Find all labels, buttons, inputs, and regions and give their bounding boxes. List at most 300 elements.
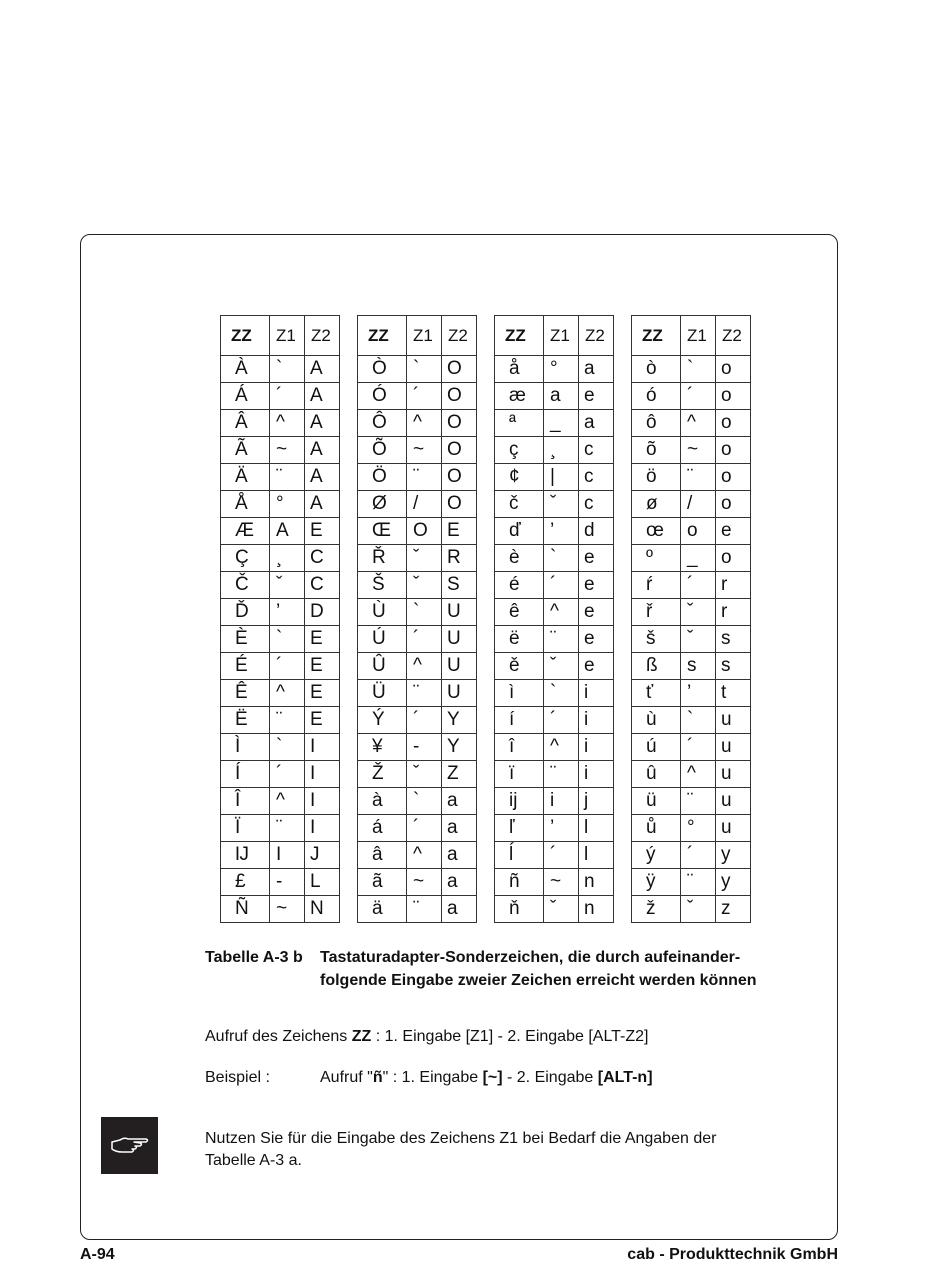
z1-cell: I xyxy=(270,842,305,869)
zz-cell: Û xyxy=(358,653,407,680)
zz-cell: Ø xyxy=(358,491,407,518)
table-row xyxy=(221,896,340,923)
z2-cell: o xyxy=(716,464,751,491)
column-header-zz: ZZ xyxy=(495,316,544,356)
table-row xyxy=(495,572,614,599)
zz-cell: Ì xyxy=(221,734,270,761)
z1-cell: ^ xyxy=(681,410,716,437)
z2-cell: A xyxy=(305,383,340,410)
z2-cell: U xyxy=(442,653,477,680)
z1-cell: ^ xyxy=(407,842,442,869)
column-header-zz: ZZ xyxy=(632,316,681,356)
column-header-z2: Z2 xyxy=(442,316,477,356)
zz-cell: Ö xyxy=(358,464,407,491)
z1-cell: ` xyxy=(270,626,305,653)
z2-cell: e xyxy=(579,545,614,572)
table-row xyxy=(358,788,477,815)
z2-cell: y xyxy=(716,869,751,896)
table-row xyxy=(358,653,477,680)
zz-cell: ř xyxy=(632,599,681,626)
z2-cell: o xyxy=(716,491,751,518)
z2-cell: A xyxy=(305,464,340,491)
z2-cell: s xyxy=(716,653,751,680)
column-header-z1: Z1 xyxy=(270,316,305,356)
call-zz: ZZ xyxy=(351,1028,372,1045)
table-row xyxy=(632,680,751,707)
z1-cell: ’ xyxy=(681,680,716,707)
table-row xyxy=(221,356,340,383)
zz-cell: Ú xyxy=(358,626,407,653)
z2-cell: Y xyxy=(442,734,477,761)
z2-cell: O xyxy=(442,464,477,491)
zz-cell: ª xyxy=(495,410,544,437)
zz-cell: ň xyxy=(495,896,544,923)
z1-cell: ^ xyxy=(681,761,716,788)
zz-cell: í xyxy=(495,707,544,734)
zz-cell: Â xyxy=(221,410,270,437)
z1-cell: ´ xyxy=(681,842,716,869)
zz-cell: ç xyxy=(495,437,544,464)
z2-cell: A xyxy=(305,410,340,437)
z1-cell: ~ xyxy=(544,869,579,896)
z1-cell: ’ xyxy=(544,815,579,842)
z1-cell: A xyxy=(270,518,305,545)
z2-cell: y xyxy=(716,842,751,869)
z1-cell: o xyxy=(681,518,716,545)
zz-cell: ö xyxy=(632,464,681,491)
table-row xyxy=(221,410,340,437)
z2-cell: e xyxy=(579,572,614,599)
z2-cell: U xyxy=(442,599,477,626)
z1-cell: ˇ xyxy=(407,572,442,599)
table-row xyxy=(221,572,340,599)
example-mid: " : 1. Eingabe xyxy=(382,1069,483,1086)
call-suffix: : 1. Eingabe [Z1] - 2. Eingabe [ALT-Z2] xyxy=(371,1028,649,1045)
z2-cell: d xyxy=(579,518,614,545)
z1-cell: ´ xyxy=(270,383,305,410)
char-table-2 xyxy=(357,315,477,923)
z1-cell: ~ xyxy=(270,896,305,923)
zz-cell: Ä xyxy=(221,464,270,491)
char-table-4 xyxy=(631,315,751,923)
zz-cell: ÿ xyxy=(632,869,681,896)
table-row xyxy=(495,491,614,518)
z1-cell: ~ xyxy=(407,437,442,464)
z1-cell: ^ xyxy=(270,680,305,707)
company-name: cab - Produkttechnik GmbH xyxy=(627,1246,838,1263)
table-row xyxy=(632,815,751,842)
table-row xyxy=(632,383,751,410)
table-row xyxy=(632,410,751,437)
z2-cell: I xyxy=(305,815,340,842)
caption-label: Tabelle A-3 b xyxy=(205,949,303,966)
table-row xyxy=(221,680,340,707)
zz-cell: Æ xyxy=(221,518,270,545)
table-row xyxy=(221,518,340,545)
zz-cell: Ř xyxy=(358,545,407,572)
z2-cell: l xyxy=(579,815,614,842)
z1-cell: ` xyxy=(407,788,442,815)
table-row xyxy=(358,599,477,626)
example-pre: Aufruf " xyxy=(320,1069,373,1086)
z1-cell: ¨ xyxy=(681,464,716,491)
z2-cell: J xyxy=(305,842,340,869)
table-row xyxy=(632,572,751,599)
z2-cell: o xyxy=(716,383,751,410)
table-row xyxy=(221,545,340,572)
z2-cell: a xyxy=(442,869,477,896)
z1-cell: _ xyxy=(544,410,579,437)
z1-cell: ¨ xyxy=(270,464,305,491)
z2-cell: z xyxy=(716,896,751,923)
z1-cell: ` xyxy=(407,356,442,383)
z1-cell: ¸ xyxy=(544,437,579,464)
zz-cell: ĺ xyxy=(495,842,544,869)
z2-cell: I xyxy=(305,734,340,761)
zz-cell: â xyxy=(358,842,407,869)
z2-cell: O xyxy=(442,383,477,410)
example-line xyxy=(205,1069,653,1087)
table-row xyxy=(632,734,751,761)
z1-cell: ¨ xyxy=(270,815,305,842)
z2-cell: C xyxy=(305,545,340,572)
zz-cell: ù xyxy=(632,707,681,734)
zz-cell: ñ xyxy=(495,869,544,896)
z2-cell: i xyxy=(579,707,614,734)
z2-cell: E xyxy=(442,518,477,545)
z2-cell: t xyxy=(716,680,751,707)
zz-cell: ô xyxy=(632,410,681,437)
page-number: A-94 xyxy=(80,1246,115,1263)
example-sep: - 2. Eingabe xyxy=(502,1069,598,1086)
z1-cell: ~ xyxy=(681,437,716,464)
zz-cell: ï xyxy=(495,761,544,788)
z1-cell: ^ xyxy=(544,599,579,626)
zz-cell: ŕ xyxy=(632,572,681,599)
z2-cell: D xyxy=(305,599,340,626)
z1-cell: ¨ xyxy=(681,788,716,815)
z2-cell: o xyxy=(716,356,751,383)
z1-cell: ˇ xyxy=(681,896,716,923)
zz-cell: ů xyxy=(632,815,681,842)
z2-cell: U xyxy=(442,680,477,707)
zz-cell: Ó xyxy=(358,383,407,410)
z2-cell: u xyxy=(716,734,751,761)
z1-cell: ^ xyxy=(270,788,305,815)
table-row xyxy=(221,491,340,518)
zz-cell: Å xyxy=(221,491,270,518)
table-row xyxy=(221,437,340,464)
table-row xyxy=(632,464,751,491)
note-line-2: Tabelle A-3 a. xyxy=(205,1152,302,1169)
z2-cell: O xyxy=(442,437,477,464)
z1-cell: ¨ xyxy=(407,680,442,707)
z1-cell: ¸ xyxy=(270,545,305,572)
z2-cell: i xyxy=(579,734,614,761)
z2-cell: a xyxy=(442,788,477,815)
zz-cell: Õ xyxy=(358,437,407,464)
table-row xyxy=(358,761,477,788)
z2-cell: S xyxy=(442,572,477,599)
z2-cell: I xyxy=(305,788,340,815)
table-row xyxy=(632,491,751,518)
zz-cell: Ď xyxy=(221,599,270,626)
z2-cell: R xyxy=(442,545,477,572)
table-row xyxy=(632,356,751,383)
note-text xyxy=(205,1128,805,1172)
zz-cell: Ò xyxy=(358,356,407,383)
char-table-3 xyxy=(494,315,614,923)
table-row xyxy=(632,869,751,896)
zz-cell: Ĳ xyxy=(221,842,270,869)
table-row xyxy=(632,896,751,923)
zz-cell: Ê xyxy=(221,680,270,707)
table-row xyxy=(358,815,477,842)
z2-cell: c xyxy=(579,491,614,518)
zz-cell: ä xyxy=(358,896,407,923)
table-row xyxy=(221,707,340,734)
zz-cell: º xyxy=(632,545,681,572)
column-header-z2: Z2 xyxy=(579,316,614,356)
z2-cell: I xyxy=(305,761,340,788)
table-row xyxy=(632,437,751,464)
example-key1: [~] xyxy=(482,1069,503,1086)
table-header-row xyxy=(495,316,614,356)
z2-cell: a xyxy=(442,896,477,923)
table-row xyxy=(358,518,477,545)
zz-cell: è xyxy=(495,545,544,572)
zz-cell: Ï xyxy=(221,815,270,842)
character-tables xyxy=(220,315,751,923)
z1-cell: ¨ xyxy=(407,464,442,491)
column-header-zz: ZZ xyxy=(358,316,407,356)
z1-cell: ´ xyxy=(407,383,442,410)
z2-cell: n xyxy=(579,896,614,923)
table-row xyxy=(632,518,751,545)
table-row xyxy=(495,383,614,410)
zz-cell: ě xyxy=(495,653,544,680)
z1-cell: ´ xyxy=(544,707,579,734)
z1-cell: ` xyxy=(544,545,579,572)
z1-cell: ˇ xyxy=(407,761,442,788)
z1-cell: - xyxy=(270,869,305,896)
zz-cell: ¥ xyxy=(358,734,407,761)
z2-cell: o xyxy=(716,410,751,437)
zz-cell: ľ xyxy=(495,815,544,842)
zz-cell: Č xyxy=(221,572,270,599)
zz-cell: æ xyxy=(495,383,544,410)
zz-cell: Ž xyxy=(358,761,407,788)
z2-cell: L xyxy=(305,869,340,896)
z2-cell: e xyxy=(579,599,614,626)
z1-cell: - xyxy=(407,734,442,761)
z1-cell: ˇ xyxy=(681,599,716,626)
table-row xyxy=(358,572,477,599)
table-row xyxy=(221,626,340,653)
zz-cell: ú xyxy=(632,734,681,761)
z2-cell: u xyxy=(716,761,751,788)
z1-cell: ^ xyxy=(407,653,442,680)
zz-cell: é xyxy=(495,572,544,599)
z1-cell: ˇ xyxy=(407,545,442,572)
z1-cell: / xyxy=(681,491,716,518)
char-table-1 xyxy=(220,315,340,923)
table-row xyxy=(495,626,614,653)
table-row xyxy=(632,599,751,626)
z2-cell: j xyxy=(579,788,614,815)
zz-cell: Ç xyxy=(221,545,270,572)
zz-cell: Š xyxy=(358,572,407,599)
z2-cell: N xyxy=(305,896,340,923)
z1-cell: / xyxy=(407,491,442,518)
z1-cell: ¨ xyxy=(681,869,716,896)
z1-cell: ´ xyxy=(681,383,716,410)
z1-cell: ’ xyxy=(544,518,579,545)
z1-cell: ^ xyxy=(270,410,305,437)
caption-text xyxy=(320,946,800,992)
zz-cell: £ xyxy=(221,869,270,896)
zz-cell: ý xyxy=(632,842,681,869)
example-text xyxy=(320,1069,653,1087)
z1-cell: ¨ xyxy=(270,707,305,734)
zz-cell: Ñ xyxy=(221,896,270,923)
zz-cell: Ý xyxy=(358,707,407,734)
z1-cell: ¨ xyxy=(544,761,579,788)
table-row xyxy=(495,842,614,869)
zz-cell: ì xyxy=(495,680,544,707)
z2-cell: a xyxy=(442,842,477,869)
table-row xyxy=(632,761,751,788)
table-row xyxy=(632,788,751,815)
table-row xyxy=(632,842,751,869)
z2-cell: A xyxy=(305,491,340,518)
table-row xyxy=(495,896,614,923)
table-row xyxy=(221,734,340,761)
zz-cell: ď xyxy=(495,518,544,545)
z2-cell: e xyxy=(579,626,614,653)
table-row xyxy=(358,626,477,653)
caption-line-2: folgende Eingabe zweier Zeichen erreicht werden können xyxy=(320,972,757,989)
table-row xyxy=(358,437,477,464)
table-row xyxy=(495,680,614,707)
zz-cell: š xyxy=(632,626,681,653)
table-row xyxy=(221,761,340,788)
z2-cell: u xyxy=(716,815,751,842)
z2-cell: E xyxy=(305,653,340,680)
column-header-z1: Z1 xyxy=(407,316,442,356)
z2-cell: c xyxy=(579,437,614,464)
table-header-row xyxy=(221,316,340,356)
z2-cell: s xyxy=(716,626,751,653)
table-row xyxy=(358,680,477,707)
z1-cell: ^ xyxy=(544,734,579,761)
z2-cell: e xyxy=(716,518,751,545)
zz-cell: Á xyxy=(221,383,270,410)
column-header-z2: Z2 xyxy=(305,316,340,356)
call-instruction xyxy=(205,1028,648,1046)
z2-cell: r xyxy=(716,572,751,599)
z1-cell: ´ xyxy=(681,572,716,599)
z2-cell: O xyxy=(442,410,477,437)
z2-cell: a xyxy=(579,356,614,383)
table-row xyxy=(221,842,340,869)
z1-cell: ’ xyxy=(270,599,305,626)
call-prefix: Aufruf des Zeichens xyxy=(205,1028,352,1045)
z2-cell: E xyxy=(305,626,340,653)
z1-cell: ˇ xyxy=(544,491,579,518)
table-row xyxy=(221,464,340,491)
table-row xyxy=(358,896,477,923)
z2-cell: A xyxy=(305,437,340,464)
zz-cell: û xyxy=(632,761,681,788)
zz-cell: Ü xyxy=(358,680,407,707)
z2-cell: c xyxy=(579,464,614,491)
table-row xyxy=(358,410,477,437)
column-header-zz: ZZ xyxy=(221,316,270,356)
table-row xyxy=(221,788,340,815)
z2-cell: C xyxy=(305,572,340,599)
z2-cell: r xyxy=(716,599,751,626)
column-header-z2: Z2 xyxy=(716,316,751,356)
table-row xyxy=(358,464,477,491)
zz-cell: ž xyxy=(632,896,681,923)
z1-cell: ´ xyxy=(407,815,442,842)
z1-cell: ` xyxy=(270,734,305,761)
zz-cell: É xyxy=(221,653,270,680)
zz-cell: ò xyxy=(632,356,681,383)
table-row xyxy=(221,383,340,410)
z1-cell: a xyxy=(544,383,579,410)
table-row xyxy=(358,842,477,869)
z1-cell: ° xyxy=(544,356,579,383)
zz-cell: ť xyxy=(632,680,681,707)
z1-cell: ` xyxy=(270,356,305,383)
table-row xyxy=(495,869,614,896)
zz-cell: ü xyxy=(632,788,681,815)
table-row xyxy=(221,869,340,896)
zz-cell: ø xyxy=(632,491,681,518)
table-row xyxy=(221,599,340,626)
table-row xyxy=(495,599,614,626)
zz-cell: Î xyxy=(221,788,270,815)
table-row xyxy=(495,788,614,815)
zz-cell: Ù xyxy=(358,599,407,626)
z2-cell: e xyxy=(579,653,614,680)
zz-cell: È xyxy=(221,626,270,653)
z2-cell: a xyxy=(579,410,614,437)
zz-cell: å xyxy=(495,356,544,383)
z1-cell: ´ xyxy=(270,653,305,680)
zz-cell: Ë xyxy=(221,707,270,734)
zz-cell: Œ xyxy=(358,518,407,545)
zz-cell: ê xyxy=(495,599,544,626)
table-row xyxy=(358,383,477,410)
zz-cell: Í xyxy=(221,761,270,788)
z1-cell: ´ xyxy=(544,572,579,599)
z1-cell: ` xyxy=(681,707,716,734)
note-line-1: Nutzen Sie für die Eingabe des Zeichens Z1 bei Bedarf die Angaben der xyxy=(205,1130,717,1147)
z1-cell: ¨ xyxy=(544,626,579,653)
z2-cell: u xyxy=(716,707,751,734)
table-row xyxy=(495,761,614,788)
table-row xyxy=(358,545,477,572)
pointing-hand-icon xyxy=(101,1117,158,1174)
zz-cell: Ã xyxy=(221,437,270,464)
table-row xyxy=(495,410,614,437)
zz-cell: ĳ xyxy=(495,788,544,815)
z1-cell: ´ xyxy=(407,707,442,734)
z1-cell: ˇ xyxy=(270,572,305,599)
